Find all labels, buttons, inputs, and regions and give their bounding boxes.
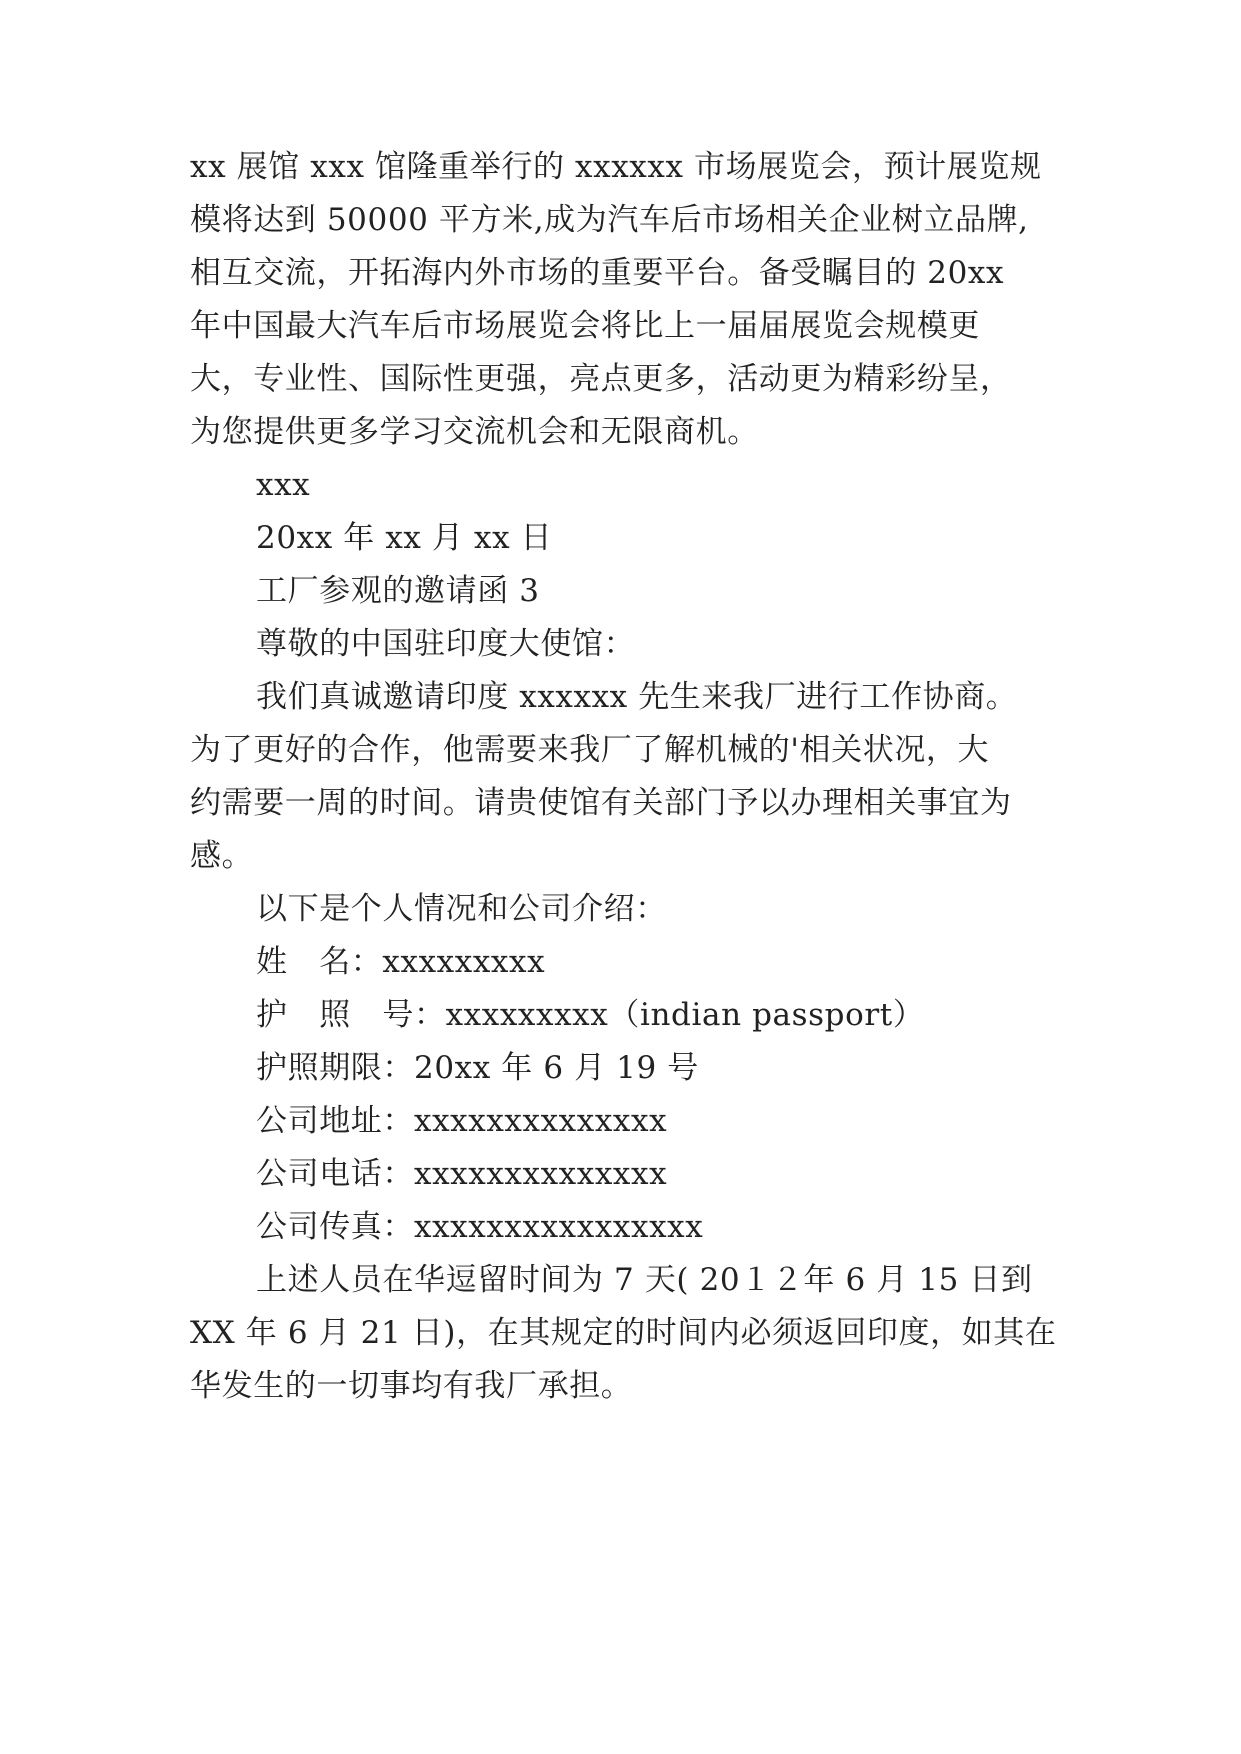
paragraph-line: 华发生的一切事均有我厂承担。 (190, 1368, 633, 1404)
paragraph-line: 感。 (190, 838, 254, 874)
section-heading: 工厂参观的邀请函 3 (256, 573, 540, 609)
paragraph-line: 为了更好的合作，他需要来我厂了解机械的'相关状况，大 (190, 732, 990, 768)
paragraph-line: 年中国最大汽车后市场展览会将比上一届届展览会规模更 (190, 308, 980, 344)
paragraph-line: 上述人员在华逗留时间为 7 天( 20１２年 6 月 15 日到 (256, 1262, 1033, 1298)
signature-date: 20xx 年 xx 月 xx 日 (256, 520, 553, 556)
salutation: 尊敬的中国驻印度大使馆： (256, 626, 636, 662)
paragraph-line: xx 展馆 xxx 馆隆重举行的 xxxxxx 市场展览会，预计展览规 (190, 149, 1042, 185)
paragraph-line: 模将达到 50000 平方米,成为汽车后市场相关企业树立品牌, (190, 202, 1029, 238)
info-intro: 以下是个人情况和公司介绍： (256, 891, 667, 927)
signature-name: xxx (256, 467, 311, 503)
info-company-address: 公司地址：xxxxxxxxxxxxxx (256, 1103, 668, 1139)
paragraph-line: 我们真诚邀请印度 xxxxxx 先生来我厂进行工作协商。 (256, 679, 1018, 715)
paragraph-line: 为您提供更多学习交流机会和无限商机。 (190, 414, 759, 450)
paragraph-line: 约需要一周的时间。请贵使馆有关部门予以办理相关事宜为 (190, 785, 1012, 821)
paragraph-line: 相互交流，开拓海内外市场的重要平台。备受瞩目的 20xx (190, 255, 1005, 291)
paragraph-line: XX 年 6 月 21 日)，在其规定的时间内必须返回印度，如其在 (190, 1315, 1057, 1351)
info-company-fax: 公司传真：xxxxxxxxxxxxxxxx (256, 1209, 704, 1245)
info-passport-expiry: 护照期限：20xx 年 6 月 19 号 (256, 1050, 699, 1086)
info-passport-number: 护 照 号：xxxxxxxxx（indian passport） (256, 997, 925, 1033)
info-company-phone: 公司电话：xxxxxxxxxxxxxx (256, 1156, 668, 1192)
info-name: 姓 名：xxxxxxxxx (256, 944, 546, 980)
paragraph-line: 大，专业性、国际性更强，亮点更多，活动更为精彩纷呈， (190, 361, 1012, 397)
